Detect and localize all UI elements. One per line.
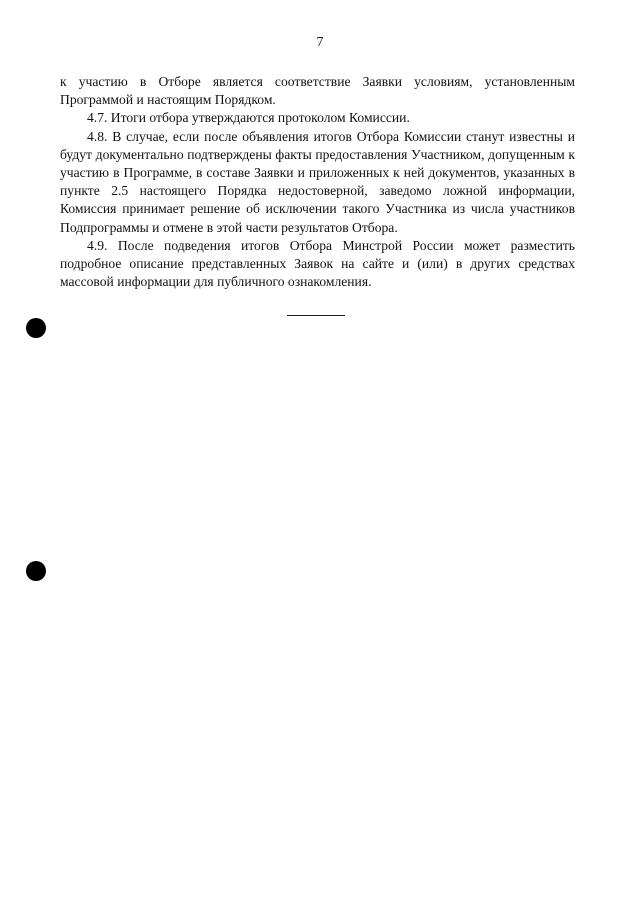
document-body: [60, 73, 575, 291]
punch-hole-mark: [26, 561, 46, 581]
page-number: 7: [316, 35, 324, 50]
paragraph-4-8: 4.8. В случае, если после объявления итогов Отбора Комиссии станут известны и будут документально подтверждены факты предоставления Участником, допущенным к участию в Программе, в составе Заявки и приложенных к ней документов, указанных в пункте 2.5 настоящего Порядка недостоверной, заведомо ложной информации, Комиссия принимает решение об исключении такого Участника из числа участников Подпрограммы и отмене в этой части результатов Отбора.: [60, 128, 575, 235]
paragraph-continuation: к участию в Отборе является соответствие Заявки условиям, установленным Программой и настоящим Порядком.: [60, 74, 575, 108]
paragraph-4-7: 4.7. Итоги отбора утверждаются протоколом Комиссии.: [87, 110, 410, 126]
punch-hole-mark: [26, 318, 46, 338]
paragraph-4-9: 4.9. После подведения итогов Отбора Минстрой России может разместить подробное описание представленных Заявок на сайте и (или) в других средствах массовой информации для публичного ознакомления.: [60, 237, 575, 290]
end-of-text-divider: [287, 315, 345, 316]
